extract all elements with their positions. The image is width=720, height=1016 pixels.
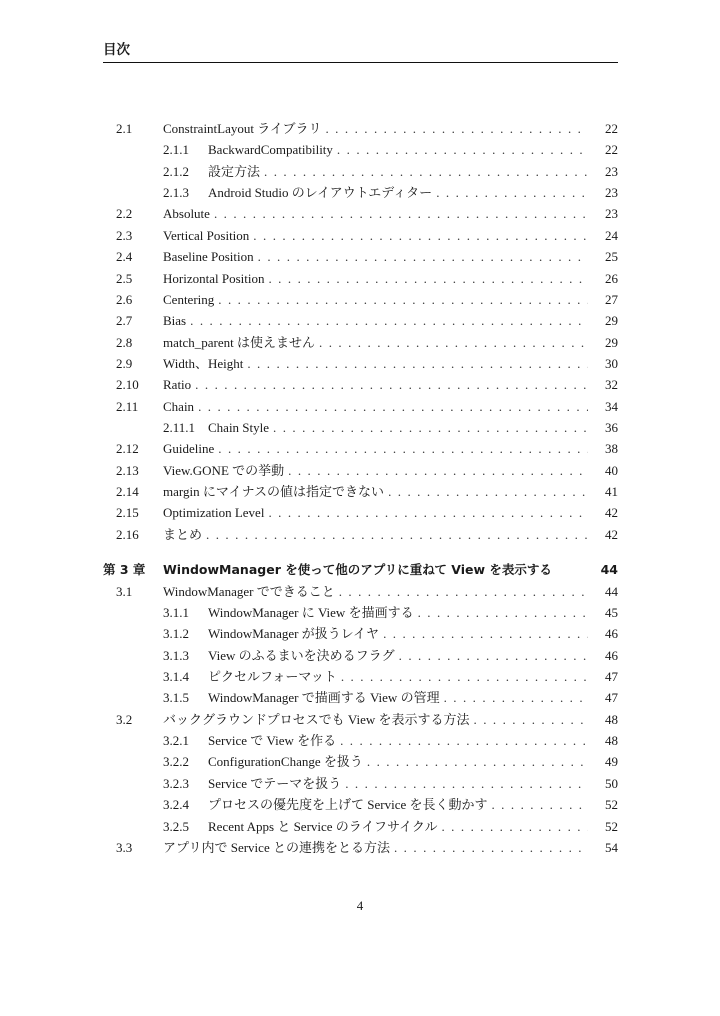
dot-leader (436, 182, 588, 203)
entry-page: 32 (588, 374, 618, 395)
entry-number: 2.1 (116, 121, 133, 136)
toc-entry[interactable] (103, 581, 618, 602)
entry-page: 40 (588, 460, 618, 481)
entry-number: 3.1.2 (163, 626, 189, 642)
entry-number: 3.3 (116, 839, 133, 855)
chapter-2-entries (103, 118, 618, 545)
dot-leader (198, 396, 588, 417)
entry-page: 38 (588, 438, 618, 459)
entry-page: 47 (588, 687, 618, 708)
entry-title: Service で View を作る (208, 730, 340, 751)
entry-title: margin にマイナスの値は指定できない (163, 481, 388, 502)
toc-entry[interactable] (103, 460, 618, 481)
table-of-contents (103, 118, 618, 858)
toc-entry[interactable] (103, 666, 618, 687)
entry-page: 26 (588, 268, 618, 289)
entry-title: Baseline Position (163, 246, 258, 267)
entry-page: 46 (588, 645, 618, 666)
entry-page: 22 (588, 118, 618, 139)
toc-entry[interactable] (103, 268, 618, 289)
entry-number: 3.1 (116, 583, 133, 599)
toc-entry[interactable] (103, 203, 618, 224)
entry-page: 34 (588, 396, 618, 417)
dot-leader (337, 139, 588, 160)
toc-entry[interactable] (103, 730, 618, 751)
chapter-3-entries (103, 581, 618, 859)
entry-title: プロセスの優先度を上げて Service を長く動かす (208, 794, 491, 815)
entry-number: 3.2.4 (163, 797, 189, 813)
entry-number: 2.1.2 (163, 163, 189, 179)
dot-leader (345, 773, 588, 794)
dot-leader (325, 118, 588, 139)
dot-leader (491, 794, 588, 815)
entry-number: 2.5 (116, 270, 133, 286)
entry-number: 2.8 (116, 334, 133, 350)
dot-leader (444, 687, 588, 708)
entry-page: 48 (588, 730, 618, 751)
dot-leader (340, 730, 588, 751)
dot-leader (218, 438, 588, 459)
entry-number: 3.2 (116, 711, 133, 727)
entry-number: 3.1.4 (163, 668, 189, 684)
toc-entry[interactable] (103, 118, 618, 139)
toc-entry[interactable] (103, 353, 618, 374)
entry-title: Service でテーマを扱う (208, 773, 345, 794)
toc-entry[interactable] (103, 773, 618, 794)
entry-title: バックグラウンドプロセスでも View を表示する方法 (163, 709, 474, 730)
entry-title: Horizontal Position (163, 268, 268, 289)
dot-leader (474, 709, 589, 730)
toc-entry[interactable] (103, 332, 618, 353)
toc-chapter-heading[interactable] (103, 559, 618, 580)
entry-page: 27 (588, 289, 618, 310)
toc-entry[interactable] (103, 374, 618, 395)
dot-leader (206, 524, 588, 545)
entry-number: 3.1.1 (163, 604, 189, 620)
entry-number: 2.2 (116, 206, 133, 222)
chapter-number: 第 3 章 (103, 562, 146, 578)
entry-title: Recent Apps と Service のライフサイクル (208, 816, 441, 837)
dot-leader (399, 645, 588, 666)
toc-entry[interactable] (103, 396, 618, 417)
entry-number: 3.1.3 (163, 647, 189, 663)
entry-number: 2.9 (116, 355, 133, 371)
chapter-title: WindowManager を使って他のアプリに重ねて View を表示する (163, 562, 552, 578)
toc-entry[interactable] (103, 161, 618, 182)
dot-leader (418, 602, 588, 623)
dot-leader (218, 289, 588, 310)
entry-title: BackwardCompatibility (208, 139, 337, 160)
entry-page: 54 (588, 837, 618, 858)
dot-leader (214, 203, 588, 224)
entry-page: 23 (588, 161, 618, 182)
entry-page: 50 (588, 773, 618, 794)
entry-number: 3.2.2 (163, 754, 189, 770)
entry-page: 29 (588, 332, 618, 353)
dot-leader (319, 332, 588, 353)
entry-page: 24 (588, 225, 618, 246)
entry-page: 30 (588, 353, 618, 374)
entry-number: 2.10 (116, 377, 139, 393)
dot-leader (339, 581, 588, 602)
entry-title: Width、Height (163, 353, 247, 374)
page-header (103, 39, 618, 63)
dot-leader (341, 666, 588, 687)
entry-page: 36 (588, 417, 618, 438)
entry-number: 2.6 (116, 291, 133, 307)
toc-entry[interactable] (103, 794, 618, 815)
entry-title: ピクセルフォーマット (208, 666, 341, 687)
dot-leader (367, 751, 588, 772)
entry-page: 23 (588, 203, 618, 224)
entry-title: Vertical Position (163, 225, 253, 246)
toc-entry[interactable] (103, 310, 618, 331)
toc-entry[interactable] (103, 751, 618, 772)
page-header-title: 目次 (103, 42, 130, 58)
toc-entry[interactable] (103, 417, 618, 438)
dot-leader (253, 225, 588, 246)
entry-number: 2.1.3 (163, 185, 189, 201)
entry-title: Centering (163, 289, 218, 310)
toc-entry[interactable] (103, 502, 618, 523)
dot-leader (195, 374, 588, 395)
toc-entry[interactable] (103, 602, 618, 623)
entry-number: 2.4 (116, 249, 133, 265)
toc-entry[interactable] (103, 816, 618, 837)
toc-entry[interactable] (103, 837, 618, 858)
chapter-page: 44 (600, 562, 618, 578)
entry-page: 49 (588, 751, 618, 772)
dot-leader (383, 623, 588, 644)
dot-leader (394, 837, 588, 858)
entry-title: Guideline (163, 438, 218, 459)
entry-title: View のふるまいを決めるフラグ (208, 645, 399, 666)
dot-leader (190, 310, 588, 331)
entry-title: WindowManager でできること (163, 581, 339, 602)
entry-number: 3.2.5 (163, 818, 189, 834)
entry-title: Absolute (163, 203, 214, 224)
entry-page: 46 (588, 623, 618, 644)
entry-title: match_parent は使えません (163, 332, 319, 353)
entry-title: Android Studio のレイアウトエディター (208, 182, 436, 203)
entry-page: 29 (588, 310, 618, 331)
entry-page: 52 (588, 794, 618, 815)
toc-entry[interactable] (103, 438, 618, 459)
toc-entry[interactable] (103, 709, 618, 730)
dot-leader (388, 481, 588, 502)
dot-leader (258, 246, 588, 267)
toc-entry[interactable] (103, 225, 618, 246)
dot-leader (264, 161, 588, 182)
entry-page: 45 (588, 602, 618, 623)
entry-title: Ratio (163, 374, 195, 395)
entry-number: 2.13 (116, 462, 139, 478)
entry-page: 48 (588, 709, 618, 730)
entry-page: 52 (588, 816, 618, 837)
dot-leader (268, 502, 588, 523)
dot-leader (247, 353, 588, 374)
entry-page: 23 (588, 182, 618, 203)
toc-entry[interactable] (103, 139, 618, 160)
entry-number: 2.7 (116, 313, 133, 329)
entry-page: 42 (588, 502, 618, 523)
entry-title: 設定方法 (208, 161, 264, 182)
entry-number: 2.11.1 (163, 420, 196, 436)
toc-entry[interactable] (103, 687, 618, 708)
dot-leader (268, 268, 588, 289)
entry-title: アプリ内で Service との連携をとる方法 (163, 837, 394, 858)
entry-number: 2.12 (116, 441, 139, 457)
entry-page: 25 (588, 246, 618, 267)
entry-number: 2.14 (116, 484, 139, 500)
toc-entry[interactable] (103, 289, 618, 310)
entry-page: 47 (588, 666, 618, 687)
entry-page: 22 (588, 139, 618, 160)
entry-title: WindowManager が扱うレイヤ (208, 623, 383, 644)
dot-leader (273, 417, 588, 438)
entry-title: Chain Style (208, 417, 273, 438)
toc-entry[interactable] (103, 524, 618, 545)
page-number: 4 (356, 898, 364, 913)
entry-number: 3.1.5 (163, 690, 189, 706)
entry-title: まとめ (163, 524, 206, 545)
toc-entry[interactable] (103, 246, 618, 267)
entry-number: 3.2.1 (163, 733, 189, 749)
entry-number: 3.2.3 (163, 775, 189, 791)
entry-title: ConfigurationChange を扱う (208, 751, 367, 772)
entry-number: 2.11 (116, 398, 139, 414)
entry-title: Chain (163, 396, 198, 417)
dot-leader (288, 460, 588, 481)
entry-page: 42 (588, 524, 618, 545)
entry-number: 2.16 (116, 526, 139, 542)
entry-title: View.GONE での挙動 (163, 460, 288, 481)
dot-leader (441, 816, 588, 837)
toc-entry[interactable] (103, 623, 618, 644)
entry-page: 44 (588, 581, 618, 602)
toc-entry[interactable] (103, 645, 618, 666)
toc-entry[interactable] (103, 182, 618, 203)
entry-title: WindowManager に View を描画する (208, 602, 418, 623)
toc-entry[interactable] (103, 481, 618, 502)
entry-number: 2.3 (116, 227, 133, 243)
entry-page: 41 (588, 481, 618, 502)
entry-number: 2.1.1 (163, 142, 189, 158)
entry-title: ConstraintLayout ライブラリ (163, 118, 325, 139)
entry-title: Bias (163, 310, 190, 331)
entry-number: 2.15 (116, 505, 139, 521)
entry-title: Optimization Level (163, 502, 268, 523)
entry-title: WindowManager で描画する View の管理 (208, 687, 444, 708)
